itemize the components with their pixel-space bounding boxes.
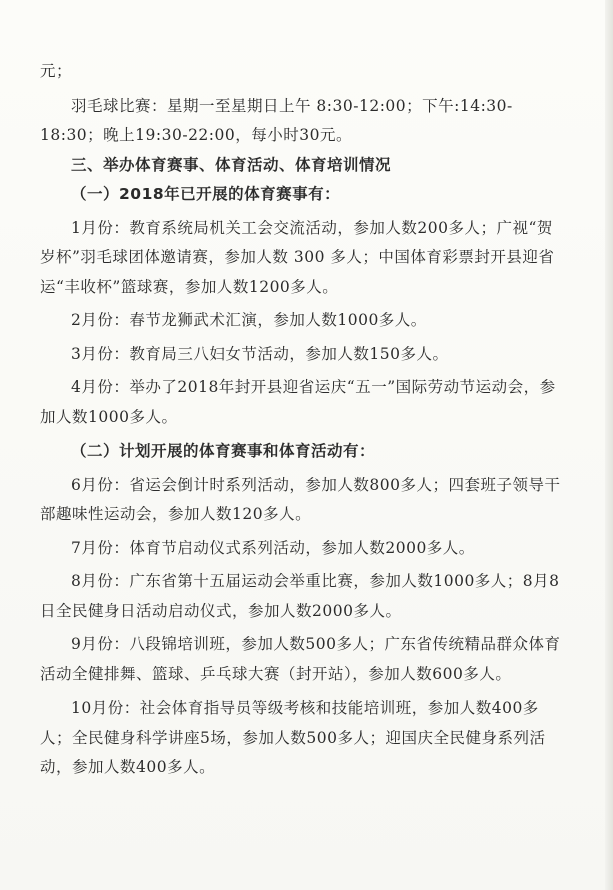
paragraph-january: 1月份：教育系统局机关工会交流活动，参加人数200多人；广视“贺岁杯”羽毛球团体邀请赛，参加人数 300 多人；中国体育彩票封开县迎省运“丰收杯”篮球赛，参加人数1200多人。 — [40, 218, 555, 296]
paragraph-september: 9月份：八段锦培训班，参加人数500多人；广东省传统精品群众体育活动全健排舞、篮球、乒乓球大赛（封开站），参加人数600多人。 — [40, 635, 561, 683]
paragraph-february: 2月份：春节龙狮武术汇演，参加人数1000多人。 — [71, 311, 427, 329]
paragraph-april: 4月份：举办了2018年封开县迎省运庆“五一”国际劳动节运动会，参加人数1000多人。 — [40, 378, 556, 426]
paragraph-march: 3月份：教育局三八妇女节活动，参加人数150多人。 — [71, 344, 449, 363]
page-edge-shadow — [605, 0, 613, 890]
paragraph-august: 8月份：广东省第十五届运动会举重比赛，参加人数1000多人；8月8日全民健身日活动启动仪式，参加人数2000多人。 — [40, 572, 560, 620]
paragraph-continued: 元； — [40, 62, 73, 80]
paragraph-october: 10月份：社会体育指导员等级考核和技能培训班，参加人数400多人；全民健身科学讲座5场，参加人数500多人；迎国庆全民健身系列活动，参加人数400多人。 — [40, 699, 546, 776]
section-heading-3: 三、举办体育赛事、体育活动、体育培训情况 — [71, 155, 392, 174]
subheading-planned-events: （二）计划开展的体育赛事和体育活动有： — [71, 442, 376, 460]
document-body — [40, 57, 568, 783]
paragraph-badminton-hours: 羽毛球比赛：星期一至星期日上午 8:30-12:00；下午:14:30-18:30；晚上19:30-22:00，每小时30元。 — [40, 96, 513, 144]
subheading-completed-events: （一）2018年已开展的体育赛事有： — [71, 185, 341, 203]
paragraph-july: 7月份：体育节启动仪式系列活动，参加人数2000多人。 — [71, 538, 475, 557]
paragraph-june: 6月份：省运会倒计时系列活动，参加人数800多人；四套班子领导干部趣味性运动会，参加人数120多人。 — [40, 475, 561, 523]
